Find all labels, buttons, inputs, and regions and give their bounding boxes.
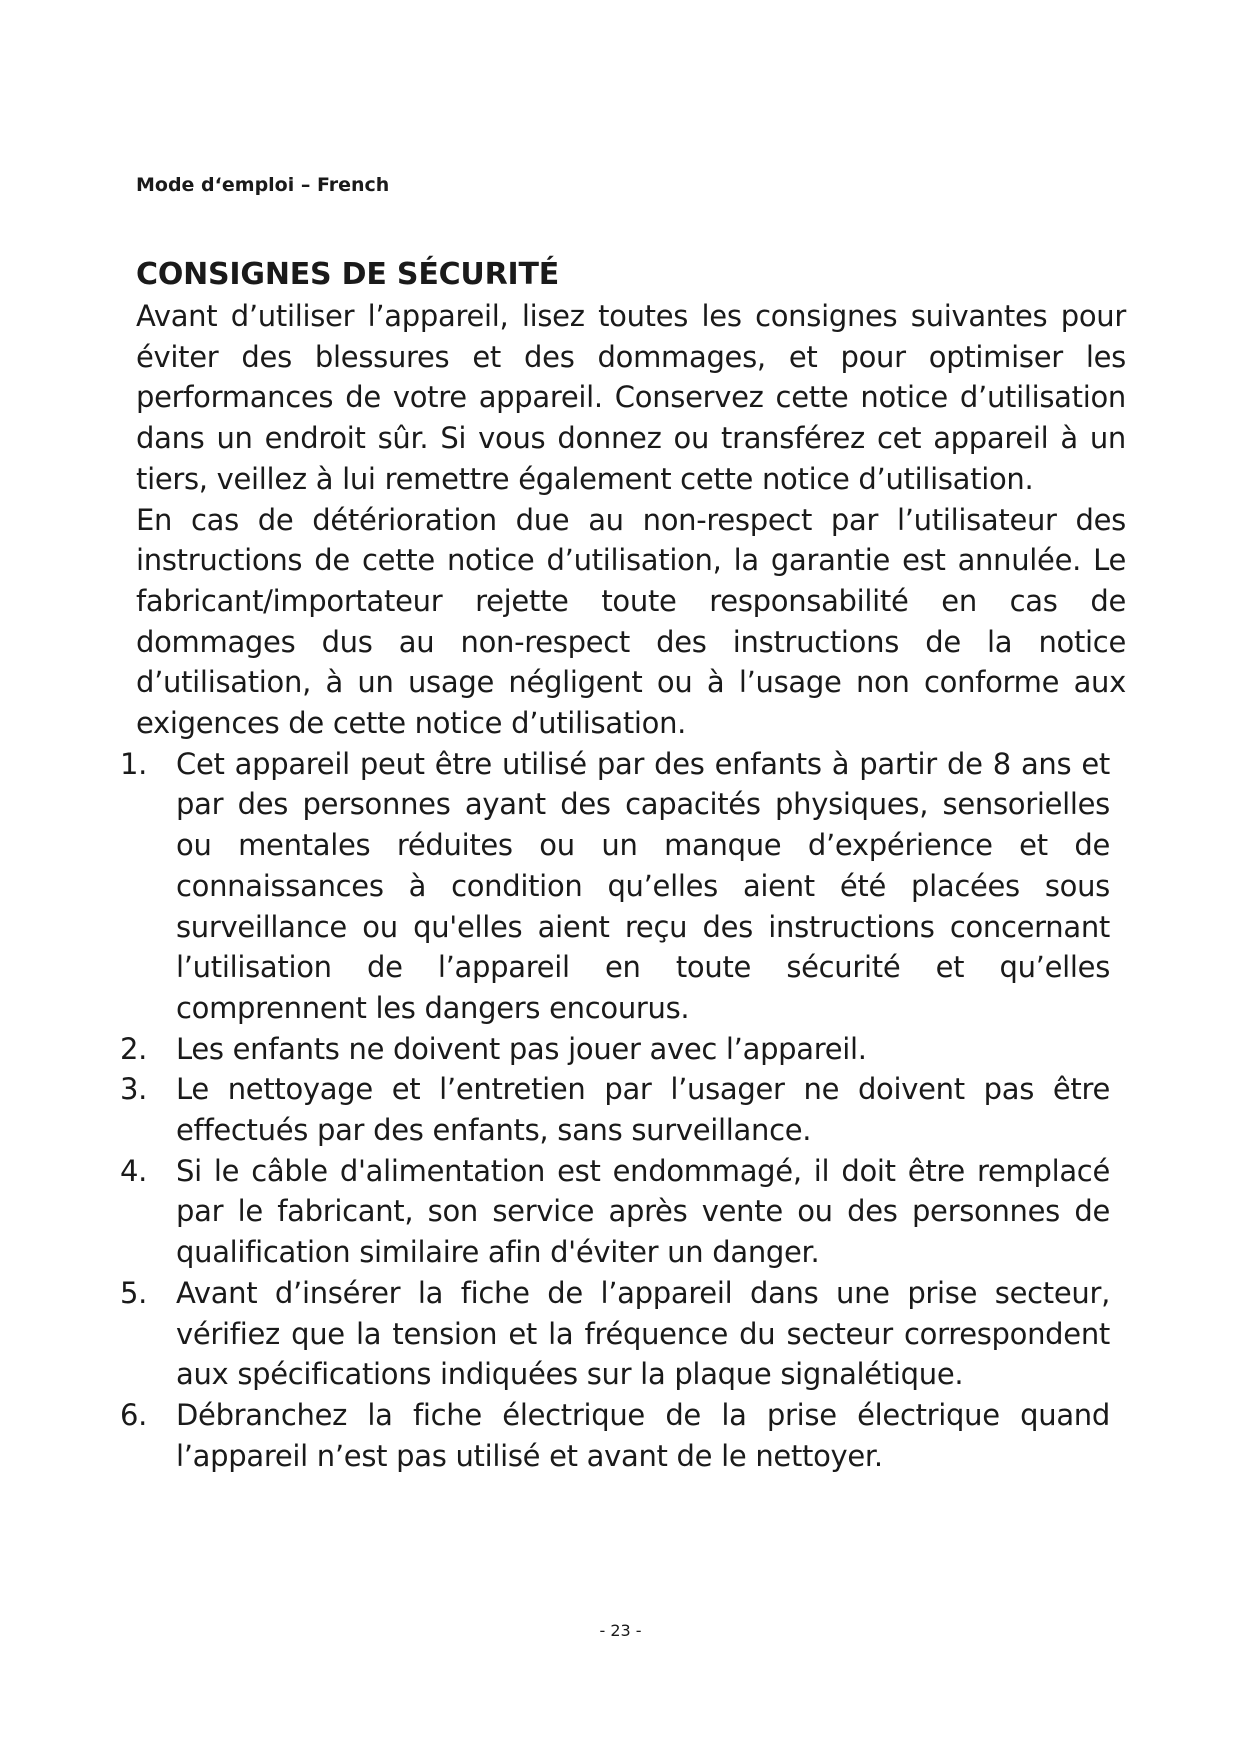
section-title: CONSIGNES DE SÉCURITÉ: [136, 257, 560, 292]
header-label: Mode d‘emploi – French: [136, 174, 390, 196]
list-item-text: Débranchez la fiche électrique de la prise électrique quand l’appareil n’est pas utilisé et avant de le nettoyer.: [176, 1397, 1110, 1473]
safety-section: [120, 254, 1126, 1476]
list-item: [120, 744, 1110, 1029]
list-item: [120, 1069, 1110, 1150]
warranty-paragraph: En cas de détérioration due au non-respect par l’utilisateur des instructions de cette notice d’utilisation, la garantie est annulée. Le fabricant/importateur rejette toute responsabilité en cas de dommages dus au non-respect des instructions de la notice d’utilisation, à un usage négligent ou à l’usage non conforme aux exigences de cette notice d’utilisation.: [136, 502, 1126, 741]
intro-paragraph: Avant d’utiliser l’appareil, lisez toutes les consignes suivantes pour éviter des blessures et des dommages, et pour optimiser les performances de votre appareil. Conservez cette notice d’utilisation dans un endroit sûr. Si vous donnez ou transférez cet appareil à un tiers, veillez à lui remettre également cette notice d’utilisation.: [136, 299, 1126, 496]
list-item: [120, 1273, 1110, 1395]
list-item-text: Cet appareil peut être utilisé par des enfants à partir de 8 ans et par des personnes ayant des capacités physiques, sensorielles ou mentales réduites ou un manque d’expérience et de connaissances à condition qu’elles aient été placées sous surveillance ou qu'elles aient reçu des instructions concernant l’utilisation de l’appareil en toute sécurité et qu’elles comprennent les dangers encourus.: [176, 746, 1110, 1025]
list-item: [120, 1151, 1110, 1273]
list-item-number: 6.: [120, 1397, 148, 1432]
list-item-number: 5.: [120, 1275, 148, 1310]
safety-list: [120, 744, 1110, 1477]
list-item-text: Les enfants ne doivent pas jouer avec l’appareil.: [176, 1031, 867, 1066]
list-item: [120, 1395, 1110, 1476]
list-item-number: 4.: [120, 1153, 148, 1188]
list-item-text: Avant d’insérer la fiche de l’appareil dans une prise secteur, vérifiez que la tension et la fréquence du secteur correspondent aux spécifications indiquées sur la plaque signalétique.: [176, 1275, 1110, 1392]
list-item-number: 3.: [120, 1072, 148, 1107]
list-item-number: 2.: [120, 1031, 148, 1066]
list-item-number: 1.: [120, 746, 148, 781]
page-number: - 23 -: [599, 1621, 642, 1640]
list-item-text: Si le câble d'alimentation est endommagé, il doit être remplacé par le fabricant, son service après vente ou des personnes de qualification similaire afin d'éviter un danger.: [176, 1153, 1110, 1270]
list-item-text: Le nettoyage et l’entretien par l’usager ne doivent pas être effectués par des enfants, sans surveillance.: [176, 1072, 1110, 1148]
list-item: [120, 1029, 1110, 1070]
